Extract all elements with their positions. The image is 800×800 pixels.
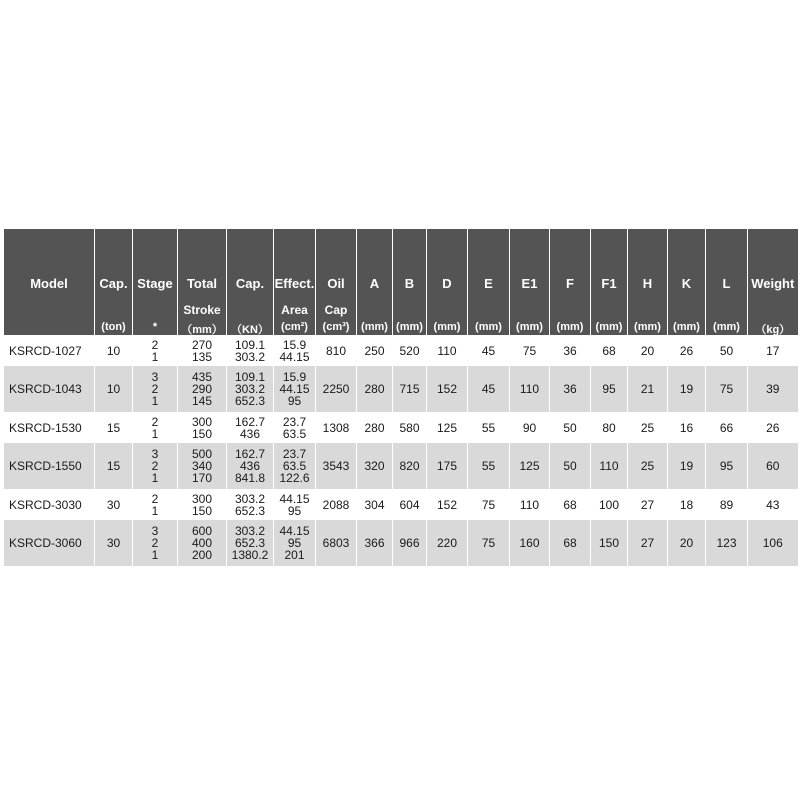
- column-header: [591, 229, 628, 335]
- cell-stage-line: 1: [151, 471, 159, 485]
- cell-h: 21: [628, 366, 668, 412]
- cell-e1: 125: [510, 443, 550, 489]
- column-header-unit: (mm): [475, 321, 502, 333]
- cell-h: 25: [628, 443, 668, 489]
- cell-k: 18: [668, 489, 706, 520]
- cell-area: [274, 335, 316, 366]
- cell-model: KSRCD-3060: [4, 520, 95, 566]
- cell-model: KSRCD-1550: [4, 443, 95, 489]
- cell-f: 36: [550, 366, 591, 412]
- cell-e1: 110: [510, 366, 550, 412]
- cell-stroke-line: 400: [191, 536, 213, 550]
- cell-h: 27: [628, 489, 668, 520]
- cell-capkn: [227, 335, 274, 366]
- cell-oil: 2250: [316, 366, 357, 412]
- column-header-unit: （KN）: [231, 324, 269, 335]
- cell-stroke: [178, 489, 227, 520]
- column-header-unit: (mm): [595, 321, 623, 333]
- column-header: [427, 229, 468, 335]
- cell-stage: [133, 520, 178, 566]
- cell-weight: 106: [748, 520, 798, 566]
- cell-area-line: 23.7: [282, 447, 307, 461]
- column-header-unit: (mm): [361, 321, 388, 333]
- cell-stage: [133, 489, 178, 520]
- cell-area-line: 63.5: [282, 426, 307, 441]
- cell-f: 68: [550, 489, 591, 520]
- spec-table: [3, 229, 798, 566]
- cell-e: 55: [468, 412, 510, 443]
- column-header-main: Model: [30, 276, 68, 291]
- cell-stroke-line: 290: [191, 382, 213, 396]
- cell-a: 304: [357, 489, 393, 520]
- cell-stage-line: 3: [151, 524, 159, 538]
- column-header-unit: (mm): [433, 321, 461, 333]
- column-header-main: H: [642, 276, 653, 291]
- cell-b: 966: [393, 520, 427, 566]
- column-header: [628, 229, 668, 335]
- column-header-unit: （kg）: [755, 324, 791, 335]
- column-header: [133, 229, 178, 335]
- cell-oil: 810: [316, 335, 357, 366]
- cell-model: KSRCD-3030: [4, 489, 95, 520]
- cell-h: 20: [628, 335, 668, 366]
- cell-area-line: 44.15: [279, 349, 310, 364]
- column-header: [274, 229, 316, 335]
- table-body: [4, 335, 798, 566]
- cell-capkn-line: 303.2: [234, 491, 266, 506]
- cell-capkn: [227, 443, 274, 489]
- cell-stage-line: 3: [151, 370, 159, 384]
- cell-f1: 80: [591, 412, 628, 443]
- cell-d: 125: [427, 412, 468, 443]
- cell-b: 580: [393, 412, 427, 443]
- column-header: [95, 229, 133, 335]
- cell-e: 55: [468, 443, 510, 489]
- cell-capkn-line: 841.8: [234, 471, 266, 485]
- cell-stage-line: 1: [151, 349, 159, 364]
- cell-a: 280: [357, 366, 393, 412]
- cell-h: 25: [628, 412, 668, 443]
- cell-stage-line: 2: [151, 491, 159, 506]
- column-header-unit: (mm): [713, 321, 740, 333]
- cell-stroke-line: 170: [191, 471, 213, 485]
- cell-f: 50: [550, 412, 591, 443]
- column-header: [393, 229, 427, 335]
- column-header-main: Oil: [327, 276, 345, 291]
- cell-l: 75: [706, 366, 748, 412]
- cell-capkn-line: 162.7: [234, 414, 266, 429]
- cell-area-line: 201: [284, 548, 305, 562]
- cell-area-line: 63.5: [282, 459, 307, 473]
- cell-a: 250: [357, 335, 393, 366]
- cell-cap: 30: [95, 489, 133, 520]
- column-header-unit: (mm): [556, 321, 584, 333]
- cell-stage: [133, 443, 178, 489]
- cell-stage-line: 1: [151, 426, 159, 441]
- table-row: [4, 366, 798, 412]
- cell-oil: 3543: [316, 443, 357, 489]
- cell-b: 520: [393, 335, 427, 366]
- cell-capkn-line: 162.7: [234, 447, 266, 461]
- cell-l: 95: [706, 443, 748, 489]
- cell-f1: 68: [591, 335, 628, 366]
- cell-a: 280: [357, 412, 393, 443]
- cell-area-line: 23.7: [282, 414, 307, 429]
- cell-stroke-line: 270: [191, 337, 213, 352]
- cell-model: KSRCD-1043: [4, 366, 95, 412]
- cell-stage-line: 1: [151, 548, 159, 562]
- cell-capkn-line: 109.1: [234, 337, 266, 352]
- cell-f1: 150: [591, 520, 628, 566]
- cell-stroke-line: 150: [191, 503, 213, 518]
- cell-stroke: [178, 412, 227, 443]
- cell-l: 123: [706, 520, 748, 566]
- cell-e1: 90: [510, 412, 550, 443]
- cell-area-line: 44.15: [279, 491, 310, 506]
- cell-e: 75: [468, 520, 510, 566]
- cell-stage: [133, 335, 178, 366]
- cell-area-line: 15.9: [282, 337, 307, 352]
- header-row: [4, 229, 798, 335]
- cell-e1: 160: [510, 520, 550, 566]
- cell-stage-line: 1: [151, 503, 159, 518]
- cell-e: 45: [468, 366, 510, 412]
- table-row: [4, 443, 798, 489]
- cell-oil: 6803: [316, 520, 357, 566]
- cell-capkn-line: 109.1: [234, 370, 266, 384]
- column-header-unit: *: [152, 321, 158, 333]
- cell-l: 89: [706, 489, 748, 520]
- cell-cap: 10: [95, 366, 133, 412]
- cell-stroke-line: 135: [191, 349, 213, 364]
- cell-capkn-line: 303.2: [234, 349, 266, 364]
- cell-k: 16: [668, 412, 706, 443]
- column-header: [550, 229, 591, 335]
- column-header-unit: (cm³): [322, 321, 350, 333]
- cell-capkn-line: 303.2: [234, 382, 266, 396]
- cell-stage: [133, 366, 178, 412]
- cell-k: 19: [668, 443, 706, 489]
- cell-weight: 26: [748, 412, 798, 443]
- cell-stroke-line: 435: [191, 370, 213, 384]
- column-header: [357, 229, 393, 335]
- column-header: [748, 229, 798, 335]
- column-header-main: Cap.: [99, 276, 128, 291]
- column-header-unit: (mm): [516, 321, 543, 333]
- cell-capkn-line: 1380.2: [231, 548, 269, 562]
- cell-f: 50: [550, 443, 591, 489]
- cell-cap: 15: [95, 443, 133, 489]
- table-row: [4, 412, 798, 443]
- cell-k: 26: [668, 335, 706, 366]
- cell-stroke-line: 300: [191, 491, 213, 506]
- cell-stroke-line: 340: [191, 459, 213, 473]
- cell-area: [274, 489, 316, 520]
- cell-model: KSRCD-1530: [4, 412, 95, 443]
- column-header-main: E1: [521, 276, 538, 291]
- column-header: [706, 229, 748, 335]
- cell-capkn-line: 436: [239, 459, 261, 473]
- cell-f1: 95: [591, 366, 628, 412]
- column-header-mid: Cap: [324, 303, 348, 317]
- cell-area-line: 95: [287, 536, 302, 550]
- table-row: [4, 489, 798, 520]
- cell-area-line: 122.6: [279, 471, 310, 485]
- cell-d: 220: [427, 520, 468, 566]
- cell-capkn: [227, 412, 274, 443]
- cell-capkn: [227, 366, 274, 412]
- cell-e1: 110: [510, 489, 550, 520]
- column-header-main: Stage: [137, 276, 173, 291]
- cell-stage-line: 1: [151, 394, 159, 408]
- table-header: [4, 229, 798, 335]
- cell-cap: 10: [95, 335, 133, 366]
- cell-capkn-line: 652.3: [234, 394, 266, 408]
- cell-area-line: 44.15: [279, 524, 310, 538]
- cell-capkn-line: 652.3: [234, 536, 266, 550]
- cell-stage-line: 3: [151, 447, 159, 461]
- column-header-main: L: [722, 276, 731, 291]
- column-header: [178, 229, 227, 335]
- column-header-main: K: [681, 276, 692, 291]
- cell-k: 20: [668, 520, 706, 566]
- cell-stage-line: 2: [151, 337, 159, 352]
- column-header-main: Total: [186, 276, 218, 291]
- cell-f: 36: [550, 335, 591, 366]
- cell-e1: 75: [510, 335, 550, 366]
- column-header-unit: (mm): [396, 321, 423, 333]
- cell-a: 366: [357, 520, 393, 566]
- table-row: [4, 335, 798, 366]
- cell-e: 45: [468, 335, 510, 366]
- cell-d: 152: [427, 366, 468, 412]
- cell-oil: 2088: [316, 489, 357, 520]
- column-header-main: E: [484, 276, 493, 291]
- cell-d: 175: [427, 443, 468, 489]
- cell-area-line: 95: [287, 503, 302, 518]
- cell-cap: 15: [95, 412, 133, 443]
- cell-stroke-line: 150: [191, 426, 213, 441]
- cell-f: 68: [550, 520, 591, 566]
- cell-weight: 39: [748, 366, 798, 412]
- column-header-main: F: [566, 276, 574, 291]
- cell-area: [274, 366, 316, 412]
- cell-e: 75: [468, 489, 510, 520]
- cell-b: 715: [393, 366, 427, 412]
- cell-l: 50: [706, 335, 748, 366]
- cell-stroke-line: 200: [191, 548, 213, 562]
- column-header: [468, 229, 510, 335]
- cell-capkn: [227, 520, 274, 566]
- cell-stroke-line: 600: [191, 524, 213, 538]
- cell-area-line: 15.9: [282, 370, 307, 384]
- cell-cap: 30: [95, 520, 133, 566]
- column-header-main: A: [369, 276, 380, 291]
- cell-a: 320: [357, 443, 393, 489]
- cell-stroke-line: 500: [191, 447, 213, 461]
- column-header: [510, 229, 550, 335]
- column-header: [227, 229, 274, 335]
- cell-k: 19: [668, 366, 706, 412]
- cell-stroke: [178, 335, 227, 366]
- cell-f1: 100: [591, 489, 628, 520]
- column-header-main: Effect.: [274, 276, 315, 291]
- column-header-main: B: [404, 276, 415, 291]
- cell-area: [274, 412, 316, 443]
- column-header-main: D: [442, 276, 452, 291]
- cell-stage-line: 2: [151, 536, 159, 550]
- cell-stage-line: 2: [151, 382, 159, 396]
- cell-weight: 43: [748, 489, 798, 520]
- cell-h: 27: [628, 520, 668, 566]
- cell-stroke: [178, 520, 227, 566]
- column-header: [4, 229, 95, 335]
- cell-stroke-line: 300: [191, 414, 213, 429]
- column-header: [316, 229, 357, 335]
- cell-stage-line: 2: [151, 459, 159, 473]
- table-row: [4, 520, 798, 566]
- column-header-main: F1: [601, 276, 617, 291]
- cell-stroke: [178, 366, 227, 412]
- column-header: [668, 229, 706, 335]
- cell-f1: 110: [591, 443, 628, 489]
- cell-stage-line: 2: [151, 414, 159, 429]
- cell-d: 110: [427, 335, 468, 366]
- cell-weight: 17: [748, 335, 798, 366]
- cell-model: KSRCD-1027: [4, 335, 95, 366]
- cell-oil: 1308: [316, 412, 357, 443]
- column-header-unit: (mm): [673, 321, 700, 333]
- cell-area-line: 95: [287, 394, 302, 408]
- column-header-main: Weight: [751, 276, 795, 291]
- column-header-unit: （mm）: [181, 324, 223, 335]
- column-header-main: Cap.: [235, 276, 265, 291]
- cell-stroke-line: 145: [191, 394, 213, 408]
- cell-d: 152: [427, 489, 468, 520]
- cell-stage: [133, 412, 178, 443]
- cell-l: 66: [706, 412, 748, 443]
- column-header-unit: (mm): [634, 321, 661, 333]
- cell-stroke: [178, 443, 227, 489]
- cell-capkn-line: 303.2: [234, 524, 266, 538]
- column-header-mid: Area: [281, 303, 308, 317]
- column-header-mid: Stroke: [183, 303, 221, 317]
- cell-area-line: 44.15: [279, 382, 310, 396]
- cell-b: 820: [393, 443, 427, 489]
- cell-capkn: [227, 489, 274, 520]
- cell-capkn-line: 652.3: [234, 503, 266, 518]
- cell-b: 604: [393, 489, 427, 520]
- cell-weight: 60: [748, 443, 798, 489]
- cell-capkn-line: 436: [239, 426, 261, 441]
- cell-area: [274, 520, 316, 566]
- cell-area: [274, 443, 316, 489]
- column-header-unit: (cm²): [281, 321, 308, 333]
- column-header-unit: (ton): [101, 321, 126, 333]
